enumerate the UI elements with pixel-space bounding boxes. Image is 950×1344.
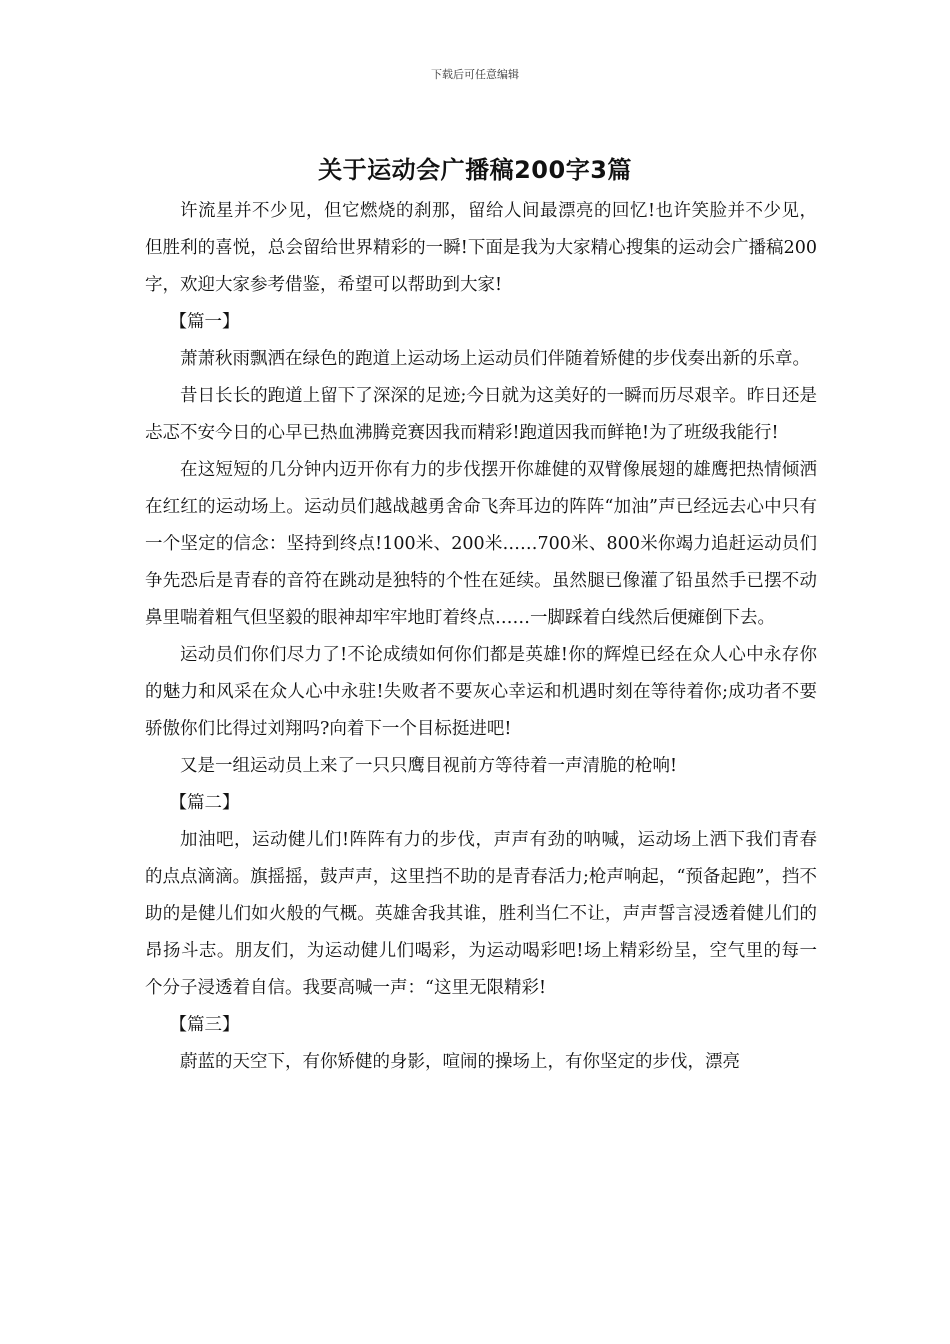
section-heading-2: 【篇二】 [169, 793, 240, 813]
paragraph: 蔚蓝的天空下，有你矫健的身影，喧闹的操场上，有你坚定的步伐，漂亮 [180, 1052, 740, 1072]
section-heading-1: 【篇一】 [169, 312, 240, 332]
paragraph: 加油吧，运动健儿们!阵阵有力的步伐，声声有劲的呐喊，运动场上洒下我们青春的点点滴滴。旗摇摇，鼓声声，这里挡不助的是青春活力;枪声响起，“预备起跑”，挡不助的是健儿们如火般的气概。英雄舍我其谁，胜利当仁不让，声声誓言浸透着健儿们的昂扬斗志。朋友们，为运动健儿们喝彩，为运动喝彩吧!场上精彩纷呈，空气里的每一个分子浸透着自信。我要高喊一声：“这里无限精彩! [145, 830, 817, 998]
document-title: 关于运动会广播稿200字3篇 [318, 156, 632, 184]
paragraph: 运动员们你们尽力了!不论成绩如何你们都是英雄!你的辉煌已经在众人心中永存你的魅力和风采在众人心中永驻!失败者不要灰心幸运和机遇时刻在等待着你;成功者不要骄傲你们比得过刘翔吗?向着下一个目标挺进吧! [145, 645, 817, 739]
intro-paragraph: 许流星并不少见，但它燃烧的刹那，留给人间最漂亮的回忆!也许笑脸并不少见，但胜利的喜悦，总会留给世界精彩的一瞬!下面是我为大家精心搜集的运动会广播稿200字，欢迎大家参考借鉴，希望可以帮助到大家! [145, 201, 817, 295]
paragraph: 萧萧秋雨飘洒在绿色的跑道上运动场上运动员们伴随着矫健的步伐奏出新的乐章。 [180, 349, 810, 369]
header-note: 下载后可任意编辑 [431, 68, 519, 81]
document-body [145, 193, 817, 1081]
paragraph: 昔日长长的跑道上留下了深深的足迹;今日就为这美好的一瞬而历尽艰辛。昨日还是忐忑不安今日的心早已热血沸腾竞赛因我而精彩!跑道因我而鲜艳!为了班级我能行! [145, 386, 817, 443]
paragraph: 在这短短的几分钟内迈开你有力的步伐摆开你雄健的双臂像展翅的雄鹰把热情倾洒在红红的运动场上。运动员们越战越勇舍命飞奔耳边的阵阵“加油”声已经远去心中只有一个坚定的信念：坚持到终点!100米、200米……700米、800米你竭力追赶运动员们争先恐后是青春的音符在跳动是独特的个性在延续。虽然腿已像灌了铅虽然手已摆不动鼻里喘着粗气但坚毅的眼神却牢牢地盯着终点……一脚踩着白线然后便瘫倒下去。 [145, 460, 817, 628]
section-heading-3: 【篇三】 [169, 1015, 240, 1035]
paragraph: 又是一组运动员上来了一只只鹰目视前方等待着一声清脆的枪响! [180, 756, 678, 776]
